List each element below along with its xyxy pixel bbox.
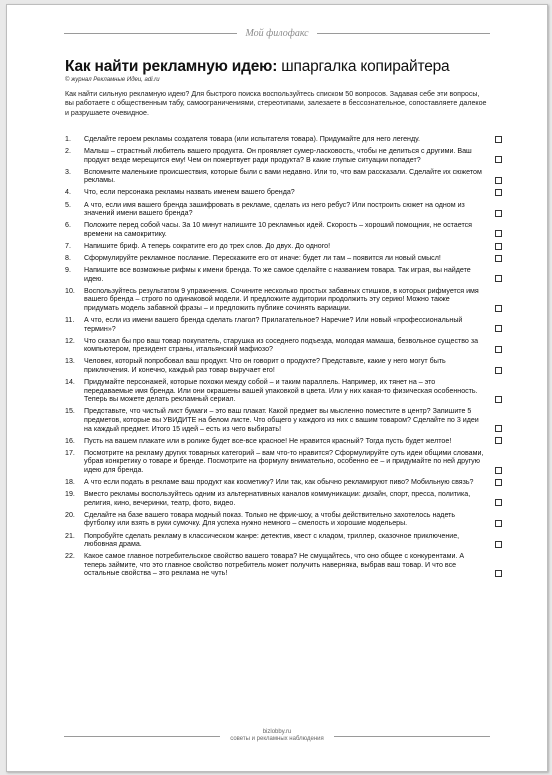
checklist-item	[65, 449, 502, 475]
item-checkbox[interactable]	[495, 346, 502, 353]
item-number: 3.	[65, 167, 71, 176]
item-text: Сделайте героем рекламы создателя товара (или испытателя товара). Придумайте для него легенду.	[84, 135, 420, 143]
item-number: 13.	[65, 357, 75, 366]
item-checkbox[interactable]	[495, 136, 502, 143]
item-checkbox[interactable]	[495, 396, 502, 403]
item-checkbox[interactable]	[495, 255, 502, 262]
item-number: 8.	[65, 254, 71, 263]
item-text: Вместо рекламы воспользуйтесь одним из альтернативных каналов коммуникации: дизайн, спорт, пресса, политика, религия, кино, вечеринки, театр, фото, видео.	[84, 490, 471, 507]
checklist-item	[65, 478, 502, 487]
item-number: 19.	[65, 490, 75, 499]
intro-paragraph: Как найти сильную рекламную идею? Для быстрого поиска воспользуйтесь списком 50 вопросов. Задавая себе эти вопросы, вы работаете с общественным табу, самоограничениями, стереотипами, залезаете в бессознательное, сопоставляете далекое и разрушаете очевидное.	[65, 90, 487, 117]
page-title	[65, 58, 507, 76]
item-number: 5.	[65, 200, 71, 209]
checklist-item	[65, 437, 502, 446]
checklist-item	[65, 511, 502, 528]
item-number: 15.	[65, 407, 75, 416]
document-page	[6, 4, 548, 772]
item-text: Сформулируйте рекламное послание. Перескажите его от иначе: будет ли там – появится ли новый смысл!	[84, 254, 441, 263]
item-number: 1.	[65, 135, 71, 143]
item-number: 9.	[65, 266, 71, 275]
item-number: 7.	[65, 241, 71, 250]
checklist-item	[65, 254, 502, 263]
item-checkbox[interactable]	[495, 210, 502, 217]
item-checkbox[interactable]	[495, 243, 502, 250]
checklist-item	[65, 147, 502, 164]
footer-rule-right	[334, 736, 490, 737]
checklist-item	[65, 287, 502, 313]
checklist-item	[65, 316, 502, 333]
footer-rule-left	[64, 736, 220, 737]
item-checkbox[interactable]	[495, 156, 502, 163]
item-number: 20.	[65, 510, 75, 519]
item-checkbox[interactable]	[495, 520, 502, 527]
item-checkbox[interactable]	[495, 541, 502, 548]
item-checkbox[interactable]	[495, 325, 502, 332]
item-checkbox[interactable]	[495, 425, 502, 432]
item-number: 2.	[65, 147, 71, 156]
item-checkbox[interactable]	[495, 275, 502, 282]
title-bold: Как найти рекламную идею:	[65, 58, 278, 75]
item-number: 6.	[65, 221, 71, 230]
item-text: Посмотрите на рекламу других товарных категорий – вам что-то нравится? Сформулируйте суть идеи общими словами, убрав конкретику о товаре и бренде. Посмотрите на формулу внимательно, особенно ее – и придумайте по ней другую идею для бренда.	[84, 448, 484, 474]
item-checkbox[interactable]	[495, 189, 502, 196]
source-credit: © журнал Рекламные Идеи, adi.ru	[65, 77, 160, 83]
item-checkbox[interactable]	[495, 467, 502, 474]
item-checkbox[interactable]	[495, 437, 502, 444]
item-number: 14.	[65, 378, 75, 387]
item-text: Напишите бриф. А теперь сократите его до трех слов. До двух. До одного!	[84, 241, 331, 250]
item-text: Малыш – страстный любитель вашего продукта. Он проявляет сумер-ласковость, чтобы не делиться с другими. Ваш продукт везде мерещится ему! Чем он пожертвует ради продукта? В какие глупые ситуации попадет?	[84, 147, 472, 164]
item-checkbox[interactable]	[495, 367, 502, 374]
item-number: 16.	[65, 436, 75, 445]
item-text: Придумайте персонажей, которые похожи между собой – и таким параллель. Например, их тянет на – это передаваемые имя бренда. Или они окрашены вашей упаковкой в цвета. Или у них какая-то физическая особенность. Теперь вы можете делать рекламный сериал.	[84, 378, 478, 404]
item-number: 10.	[65, 286, 75, 295]
checklist-item	[65, 532, 502, 549]
item-number: 11.	[65, 316, 75, 325]
checklist-item	[65, 378, 502, 404]
item-checkbox[interactable]	[495, 499, 502, 506]
checklist-item	[65, 490, 502, 507]
checklist-item	[65, 552, 502, 578]
item-text: Что, если персонажа рекламы назвать именем вашего бренда?	[84, 188, 295, 197]
footer-caption: советы и рекламных наблюдения	[230, 736, 324, 742]
item-number: 18.	[65, 478, 75, 487]
item-number: 12.	[65, 336, 75, 345]
checklist-item	[65, 407, 502, 433]
item-text: А что, если из имени вашего бренда сделать глагол? Прилагательное? Наречие? Или новый «профессиональный термин»?	[84, 316, 463, 333]
item-text: Вспомните маленькие происшествия, которые были с вами недавно. Или то, что вам рассказали. Сделайте их сюжетом рекламы.	[84, 167, 482, 185]
checklist-item	[65, 201, 502, 218]
checklist-item	[65, 188, 502, 197]
item-text: Положите перед собой часы. За 10 минут напишите 10 рекламных идей. Скорость – хороший помощник, не остается времени на самокритику.	[84, 221, 472, 238]
item-text: Какое самое главное потребительское свойство вашего товара? Не смущайтесь, что оно общее с конкурентами. А теперь займите, что это главное свойство потребитель может получить наверняка, выбрав ваш товар. И что все остальные свойства – это реклама не чуть!	[84, 552, 465, 578]
page-header	[64, 28, 490, 39]
item-text: Попробуйте сделать рекламу в классическом жанре: детектив, квест с кладом, триллер, сказочное приключение, любовная драма.	[84, 531, 460, 549]
item-text: Напишите все возможные рифмы к имени бренда. То же самое сделайте с названием товара. Так играя, вы найдете идею.	[84, 266, 471, 283]
header-label: Мой филофакс	[245, 28, 309, 39]
header-rule-right	[317, 33, 490, 34]
item-text: Пусть на вашем плакате или в ролике будет все-все красное! Не нравится красный? Тогда пусть будет желтое!	[84, 436, 452, 445]
checklist-item	[65, 337, 502, 354]
footer-center	[220, 729, 333, 743]
checklist-item	[65, 221, 502, 238]
item-checkbox[interactable]	[495, 479, 502, 486]
title-light: шпаргалка копирайтера	[281, 58, 450, 75]
item-text: Воспользуйтесь результатом 9 упражнения. Сочините несколько простых забавных стишков, в которых рифмуется имя вашего бренда – строго по одинаковой модели. И предложите аудитории продолжить эту серию! Можно также придумать модель забавной фразы – и предложить публике сочинять вариации.	[84, 286, 479, 312]
checklist-item	[65, 266, 502, 283]
item-number: 4.	[65, 188, 71, 197]
item-text: А что если подать в рекламе ваш продукт как косметику? Или так, как обычно рекламируют пиво? Мобильную связь?	[84, 478, 474, 487]
page-footer	[64, 729, 490, 743]
footer-url[interactable]: bizlobby.ru	[262, 729, 292, 735]
item-number: 21.	[65, 531, 75, 540]
item-checkbox[interactable]	[495, 177, 502, 184]
item-number: 22.	[65, 552, 75, 561]
checklist	[65, 135, 502, 582]
item-text: Человек, который попробовал ваш продукт. Что он говорит о продукте? Представьте, какие у него могут быть приключения. И конечно, каждый раз товар выручает его!	[84, 357, 446, 375]
item-text: Сделайте на базе вашего товара модный показ. Только не фрик-шоу, а чтобы действительно захотелось надеть футболку или взять в руки сумочку. Для успеха нужно немного – смелость и хорошие модельеры.	[84, 510, 456, 528]
checklist-item	[65, 135, 502, 144]
checklist-item	[65, 168, 502, 185]
item-text: А что, если имя вашего бренда зашифровать в рекламе, сделать из него ребус? Или построить сюжет на одном из значений имени вашего бренда?	[84, 200, 465, 218]
item-checkbox[interactable]	[495, 570, 502, 577]
checklist-item	[65, 242, 502, 251]
header-rule-left	[64, 33, 237, 34]
checklist-item	[65, 357, 502, 374]
item-checkbox[interactable]	[495, 230, 502, 237]
item-text: Представьте, что чистый лист бумаги – это ваш плакат. Какой предмет вы мысленно поместите в центр? Запишите 5 предметов, которые вы УВИДИТЕ на белом листе. Что общего у каждого из них с вашим товаром? Сделайте по 3 идеи на каждый предмет. Итого 15 идей – есть из чего выбирать!	[84, 407, 479, 433]
item-text: Что сказал бы про ваш товар покупатель, старушка из соседнего подъезда, молодая мамаша, безвольное существо за компьютером, президент страны, итальянский мафиозо?	[84, 336, 479, 354]
item-number: 17.	[65, 448, 75, 457]
item-checkbox[interactable]	[495, 305, 502, 312]
